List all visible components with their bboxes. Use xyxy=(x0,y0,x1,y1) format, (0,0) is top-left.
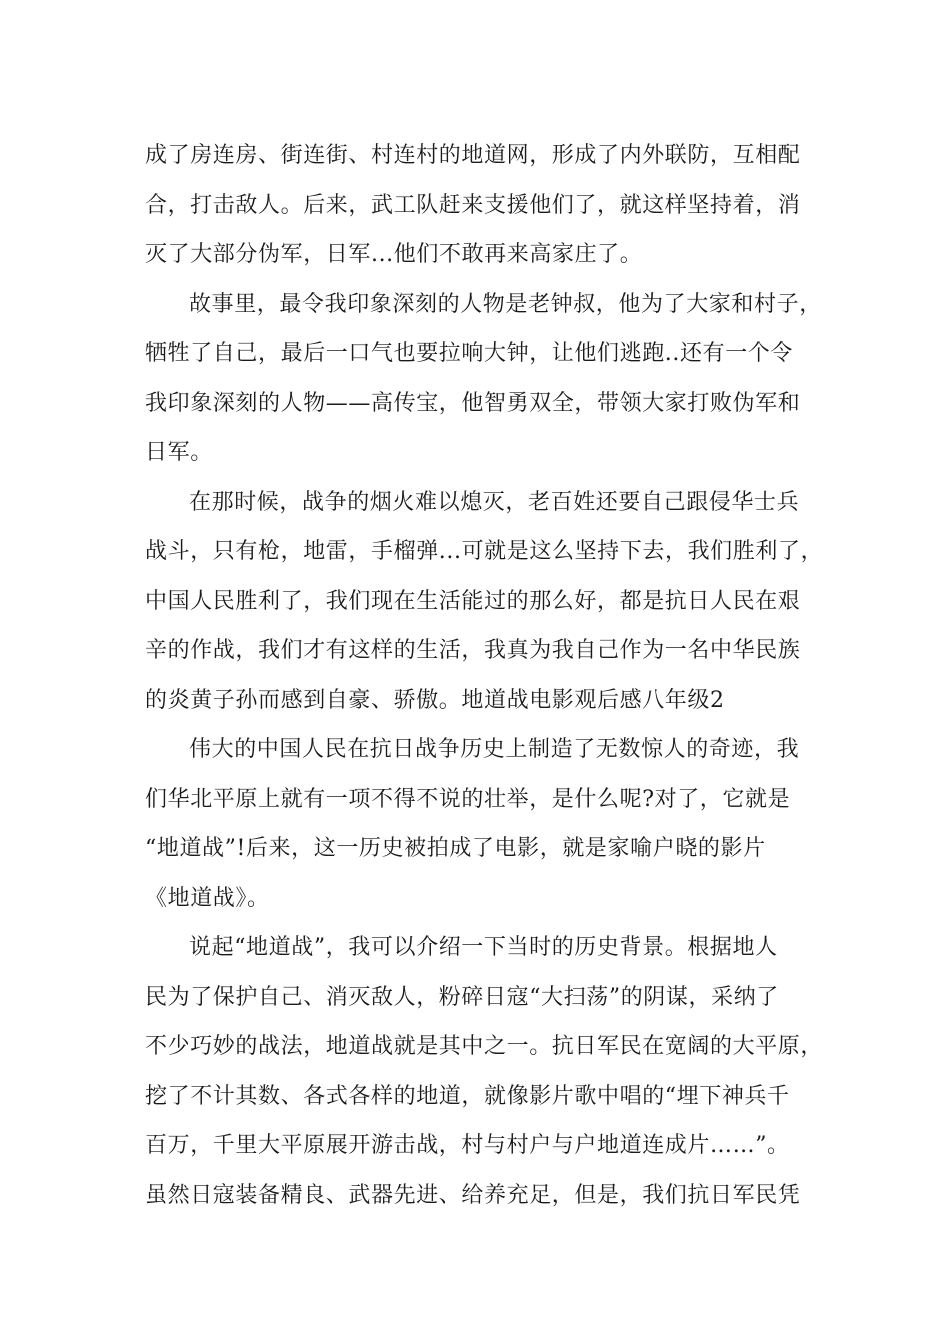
text-line: 在那时候，战争的烟火难以熄灭，老百姓还要自己跟侵华士兵 xyxy=(189,489,800,515)
text-line: 百万，千里大平原展开游击战，村与村户与户地道连成片……”。 xyxy=(145,1133,790,1158)
text-line: 成了房连房、街连街、村连村的地道网，形成了内外联防，互相配 xyxy=(145,143,801,168)
text-line: 不少巧妙的战法，地道战就是其中之一。抗日军民在宽阔的大平原， xyxy=(145,1034,824,1059)
text-line: 灭了大部分伪军，日军...他们不敢再来高家庄了。 xyxy=(145,242,643,267)
text-line: 故事里，最令我印象深刻的人物是老钟叔，他为了大家和村子， xyxy=(189,291,822,317)
text-line: 战斗，只有枪，地雷，手榴弹...可就是这么坚持下去，我们胜利了， xyxy=(145,539,824,564)
text-line: 说起“地道战”，我可以介绍一下当时的历史背景。根据地人 xyxy=(189,935,778,960)
text-line: 们华北平原上就有一项不得不说的壮举，是什么呢?对了，它就是 xyxy=(145,786,791,812)
text-line: 中国人民胜利了，我们现在生活能过的那么好，都是抗日人民在艰 xyxy=(145,588,801,614)
document-body xyxy=(145,131,825,1220)
text-line: 伟大的中国人民在抗日战争历史上制造了无数惊人的奇迹，我 xyxy=(189,737,800,762)
text-line: 民为了保护自己、消灭敌人，粉碎日寇“大扫荡”的阴谋，采纳了 xyxy=(145,984,779,1010)
text-line: “地道战”!后来，这一历史被拍成了电影，就是家喻户晓的影片 xyxy=(145,836,766,861)
text-line: 《地道战》。 xyxy=(145,885,270,911)
text-line: 合，打击敌人。后来，武工队赶来支援他们了，就这样坚持着，消 xyxy=(145,192,801,218)
text-line: 虽然日寇装备精良、武器先进、给养充足，但是，我们抗日军民凭 xyxy=(145,1182,801,1208)
text-line: 日军。 xyxy=(145,440,213,465)
text-line: 挖了不计其数、各式各样的地道，就像影片歌中唱的“埋下神兵千 xyxy=(145,1083,790,1109)
text-line: 牺牲了自己，最后一口气也要拉响大钟，让他们逃跑..还有一个令 xyxy=(145,341,793,366)
text-line: 辛的作战，我们才有这样的生活，我真为我自己作为一名中华民族 xyxy=(145,638,801,663)
text-line: 我印象深刻的人物——高传宝，他智勇双全，带领大家打败伪军和 xyxy=(145,390,801,416)
text-line: 的炎黄子孙而感到自豪、骄傲。地道战电影观后感八年级2 xyxy=(145,687,725,713)
